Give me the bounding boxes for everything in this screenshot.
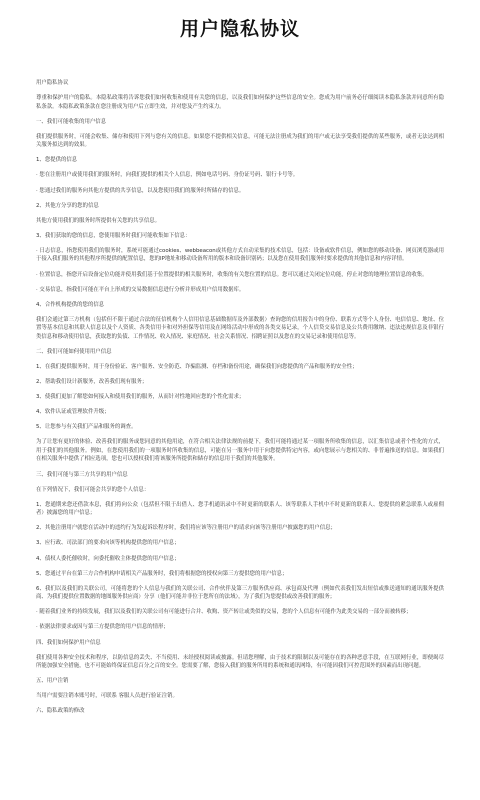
list-item: 4、债权人委托催收时，向委托催收主体提供您的用户信息；	[36, 555, 180, 562]
list-item: 1、您通期来您还借款本息，我们将向公众（包括但不限于出借人、您手机通讯录中不时更新的联系人、该等联系人手机中不时更新的联系人、您提供的紧急联系人或雇佣者）披露您的用户信息；	[36, 501, 444, 517]
section-heading: 四、我们如何保护用户信息	[36, 639, 101, 646]
list-item: 3、使我们更加了解您如何接入和使用我们的服务，从而针对性地回应您的个性化需求；	[36, 394, 245, 401]
bullet-item: · 位置信息，指您开启设备定位功能并使用我们基于位置提供的相关服务时，收集的有关您位置的信息。您可以通过关闭定位功能，停止对您的地理位置信息的收集。	[36, 271, 428, 278]
list-item: 5、您通过平台在第三方合作机构申请相关产品服务时，我们将根据您的授权向第三方提供您的用户信息；	[36, 570, 288, 577]
bullet-item: · 您在注册用户或使用我们的服务时，向我们提供的相关个人信息，例如电话号码、身份证号码、银行卡号等。	[36, 172, 299, 179]
section-heading: 二、我们可能如何使用用户信息	[36, 348, 112, 355]
list-item: 1、在我们提供服务时，用于身份验证、客户服务、安全防范、诈骗监测、存档和备份用途，确保我们向您提供的产品和服务的安全性；	[36, 364, 358, 370]
paragraph: 我们会通过第三方机构（包括但不限于通过合法的征信机构个人信用信息基础数据库及外部数据）查询您的信用报告中的身份、联系方式等个人身份、电信信息、地址、位置等基本信息和其联人信息以及个人资质、各类信用卡和对外担保等信用及在网络活动中形成的各类交易记录，个人信贷交易信息及公共费用缴纳、违法违规信息及非银行类信息和移动使用信息，获取您的负债、工作情况、收入情况、家庭情况、社会关系情况、招聘证照以及您在的交易记录和使用信息等。	[36, 316, 444, 340]
list-item: 4、软件认证或管理软件升级；	[36, 409, 110, 416]
paragraph: 我们使用各种安全技术和程序，以防信息的丢失、不当使用、未经授权阅读或披露。但请您理解，由于技术的限制以及可能存在的各种恶意手段，在互联网行业，即便竭尽所能加强安全措施，也不可能始终保证信息百分之百的安全。您需要了解，您接入我们的服务所用的系统和通讯网络，有可能因我们可控范围外的因素而出现问题。	[36, 654, 444, 670]
paragraph: 为了让您有更好的体验、改善我们的服务或您同意的其他用途，在符合相关法律法规的前提下，我们可能将通过某一项服务所收集的信息，以汇集信息或者个性化的方式，用于我们的其他服务。例如，在您使用我们的一项服务时所收集的信息，可能在另一服务中用于向您提供特定内容，或向您展示与您相关的、非普遍推送的信息。如果我们在相关服务中提供了相应选项，您也可以授权我们将该服务所提供和储存的信息用于我们的其他服务。	[36, 439, 444, 463]
document-body	[36, 79, 444, 716]
section-heading: 用户隐私协议	[36, 80, 69, 86]
subsection-heading: 3、我们获取的您的信息，您使用服务时我们可能收集如下信息：	[36, 232, 191, 239]
bullet-item: · 日志信息，指您使用我们的服务时，系统可能通过cookies、webbeacon或其他方式自动采集的技术信息，包括：设备或软件信息，例如您的移动设备、网页浏览器或用于接入我们服务的其他程序所提供的配置信息，您的IP地址和移动设备所用的版本和设备识别码；以及您在使用我们服务时要求提供的其他信息和内容详情。	[36, 247, 444, 263]
subsection-heading: 2、其他方分享的您的信息	[36, 202, 99, 209]
list-item: 5、让您参与有关我们产品和服务的调查。	[36, 424, 137, 431]
document-title: 用户隐私协议	[179, 18, 300, 40]
section-heading: 六、隐私政策的修改	[36, 708, 85, 715]
subsection-heading: 4、合作机构提供的您的信息	[36, 301, 105, 308]
subsection-heading: 1、您提供的信息	[36, 157, 78, 164]
list-item: 2、帮助我们设计新服务，改善我们现有服务；	[36, 379, 148, 386]
paragraph: 其他方使用我们的服务时所提供有关您的共享信息。	[36, 217, 160, 224]
section-heading: 三、我们可能与第三方共享的用户信息	[36, 471, 128, 478]
list-item: 3、应行政、司法部门的要求向该等机构提供您的用户信息；	[36, 540, 180, 547]
bullet-item: · 您通过我们的服务向其他方提供的共享信息，以及您使用我们的服务时所储存的信息。	[36, 187, 245, 194]
paragraph: 当用户需要注销本账号时，可联系 客服人员进行验证注销。	[36, 693, 178, 700]
list-item: 2、其他注册用户就您在活动中的违约行为发起诉讼程序时，我们将应该等注册用户的请求向该等注册用户披露您的用户信息；	[36, 525, 336, 532]
bullet-item: · 随着我们业务的持续发展，我们以及我们的关联公司有可能进行合并、收购、资产转让或类似的交易，您的个人信息有可能作为此类交易的一部分而被转移；	[36, 609, 412, 616]
section-heading: 一、我们可能收集的用户信息	[36, 118, 107, 125]
paragraph: 我们提供服务时，可能会收集、储存和使用下列与您有关的信息。如果您不提供相关信息，可能无法注册成为我们的用户或无法享受我们提供的某些服务，或者无法达到相关服务拟达到的效果。	[36, 133, 444, 149]
section-heading: 五、用户注销	[36, 678, 69, 685]
paragraph: 在下列情况下，我们可能会共享的您个人信息：	[36, 486, 150, 493]
bullet-item: · 依据法律要求或因与第三方提供您的用户信息的情形；	[36, 624, 169, 631]
paragraph: 尊重和保护用户的隐私。本隐私政策将告诉您我们如何收集和使用有关您的信息，以及我们如何保护这些信息的安全。您成为用户前务必仔细阅读本隐私条款并同意所有隐私条款。本隐私政策条款在您注册成为用户后立即生效，并对您及产生约束力。	[36, 95, 444, 110]
list-item: 6、我们以及我们的关联公司，可能将您的个人信息与我们的关联公司、合作伙伴及第三方服务供应商、承包商及代理（例如代表我们发出短信或推送通知的通讯服务提供商、为我们提供位置数据的地图服务供应商）分享（他们可能并非位于您所在的法域），为了我们为您提供或改善我们的服务；	[36, 585, 444, 601]
bullet-item: · 交易信息，指我们可能在平台上形成的交易数据信息进行分析并形成用户信用数据库。	[36, 286, 245, 293]
